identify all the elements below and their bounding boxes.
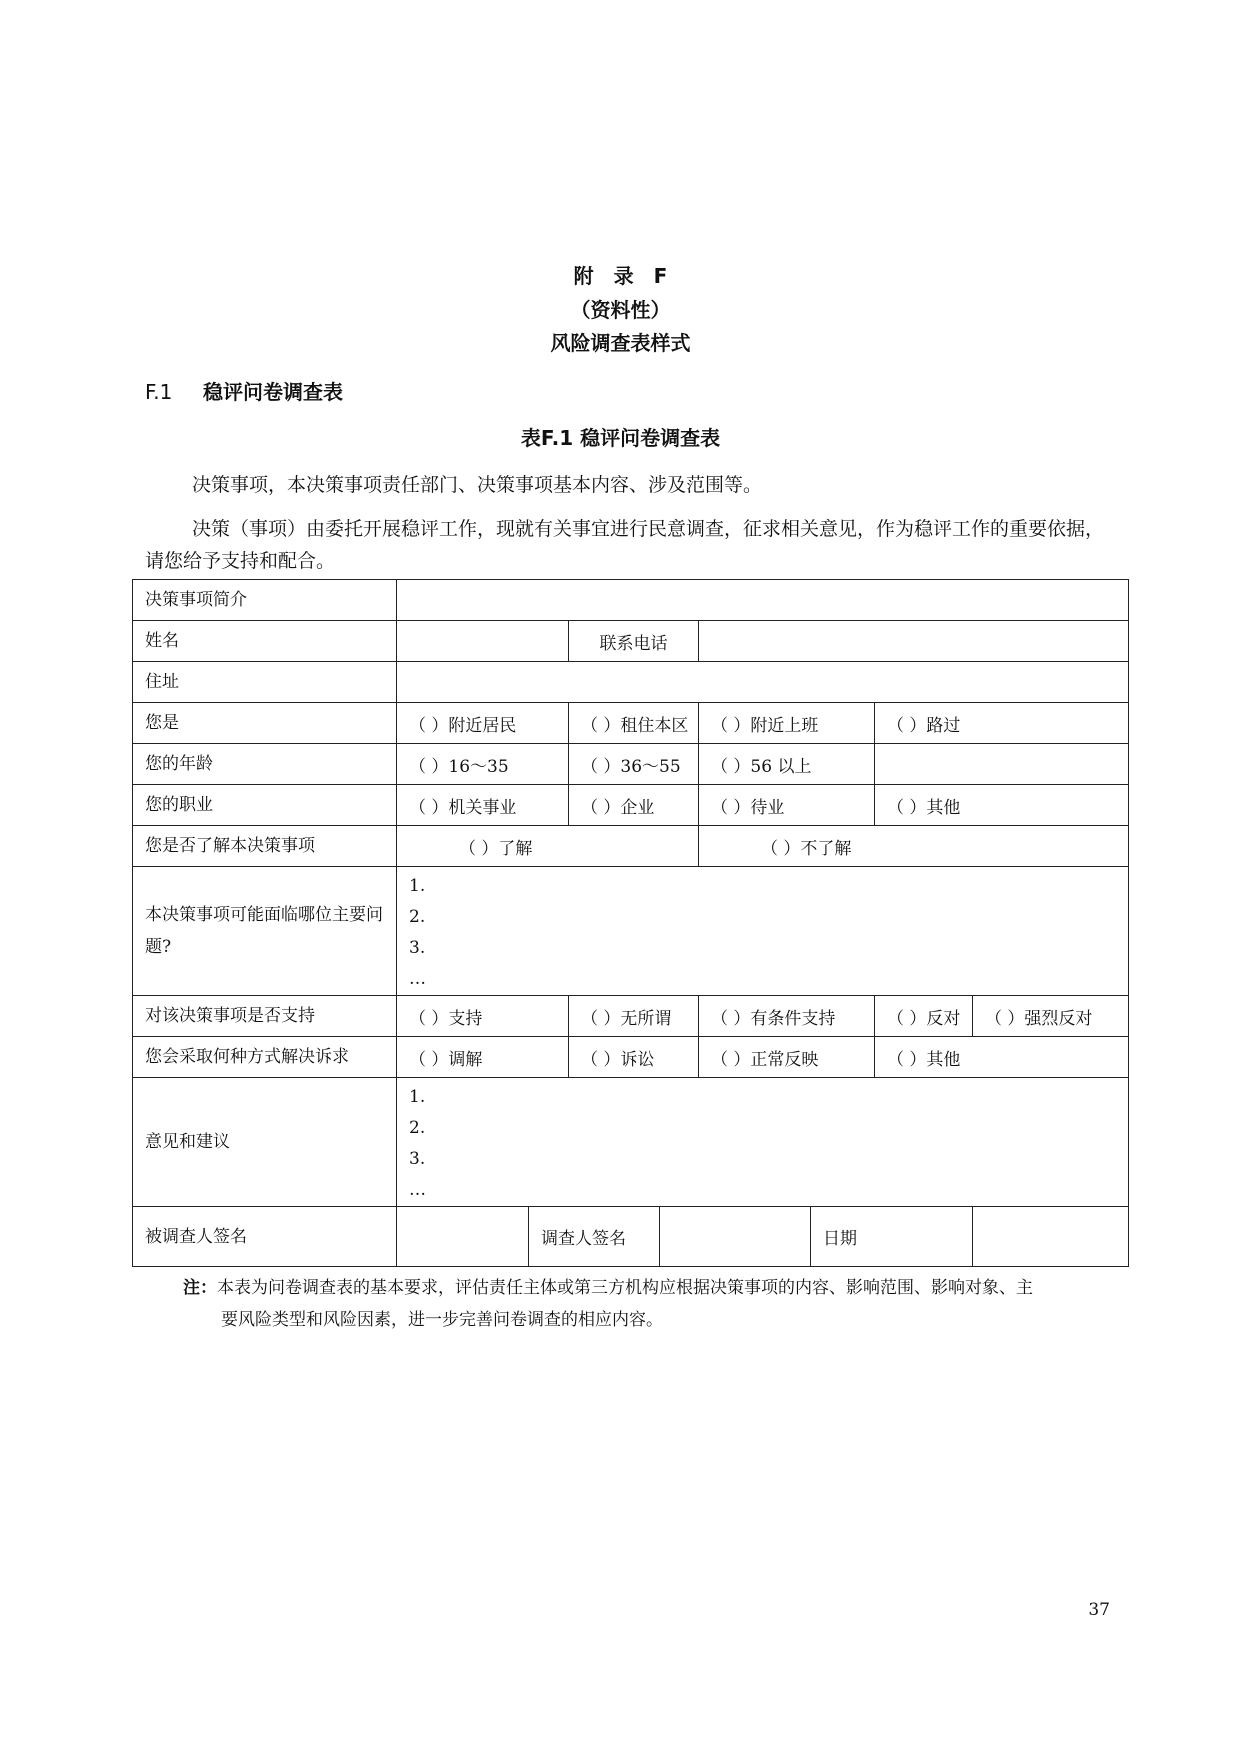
row-support <box>133 996 1129 1037</box>
job-option[interactable]: （ ）待业 <box>699 785 875 826</box>
know-option[interactable]: （ ）不了解 <box>699 826 1129 867</box>
row-age <box>133 744 1129 785</box>
investigator-sign-label: 调查人签名 <box>529 1207 660 1267</box>
resolve-label: 您会采取何种方式解决诉求 <box>133 1037 397 1078</box>
job-option[interactable]: （ ）机关事业 <box>397 785 569 826</box>
job-label: 您的职业 <box>133 785 397 826</box>
section-number: F.1 <box>145 380 173 404</box>
identity-option[interactable]: （ ）路过 <box>875 703 1129 744</box>
issues-label: 本决策事项可能面临哪位主要问题? <box>133 867 397 996</box>
list-item: 2. <box>409 1118 426 1138</box>
identity-option[interactable]: （ ）附近居民 <box>397 703 569 744</box>
age-option[interactable]: （ ）36～55 <box>569 744 699 785</box>
know-option[interactable]: （ ）了解 <box>397 826 699 867</box>
suggest-label: 意见和建议 <box>133 1078 397 1207</box>
note-lead: 注： <box>183 1278 217 1298</box>
respondent-sign-label: 被调查人签名 <box>133 1207 397 1267</box>
identity-label: 您是 <box>133 703 397 744</box>
support-option[interactable]: （ ）反对 <box>875 996 973 1037</box>
appendix-subtitle: 风险调查表样式 <box>550 331 691 355</box>
age-option[interactable]: （ ）16～35 <box>397 744 569 785</box>
row-address <box>133 662 1129 703</box>
table-title: 表F.1 稳评问卷调查表 <box>520 426 721 450</box>
respondent-sign-field[interactable] <box>397 1207 529 1267</box>
issues-list[interactable] <box>397 867 1129 996</box>
row-suggest <box>133 1078 1129 1207</box>
job-option[interactable]: （ ）企业 <box>569 785 699 826</box>
section-title: 稳评问卷调查表 <box>203 380 343 404</box>
job-option[interactable]: （ ）其他 <box>875 785 1129 826</box>
page-number: 37 <box>1088 1600 1110 1620</box>
date-label: 日期 <box>811 1207 973 1267</box>
intro-paragraph-1: 决策事项，本决策事项责任部门、决策事项基本内容、涉及范围等。 <box>192 474 763 496</box>
brief-value[interactable] <box>397 580 1129 621</box>
address-value[interactable] <box>397 662 1129 703</box>
support-option[interactable]: （ ）无所谓 <box>569 996 699 1037</box>
row-name <box>133 621 1129 662</box>
phone-value[interactable] <box>699 621 1129 662</box>
section-heading <box>145 379 343 405</box>
resolve-option[interactable]: （ ）正常反映 <box>699 1037 875 1078</box>
age-empty <box>875 744 1129 785</box>
list-item: 2. <box>409 907 426 927</box>
list-item: 1. <box>409 1087 426 1107</box>
identity-option[interactable]: （ ）租住本区 <box>569 703 699 744</box>
row-brief <box>133 580 1129 621</box>
resolve-option[interactable]: （ ）诉讼 <box>569 1037 699 1078</box>
list-item: 1. <box>409 876 426 896</box>
row-job <box>133 785 1129 826</box>
note-text-line-1: 本表为问卷调查表的基本要求，评估责任主体或第三方机构应根据决策事项的内容、影响范围、影响对象、主 <box>217 1278 1033 1298</box>
appendix-nature: （资料性） <box>570 298 671 322</box>
survey-table <box>132 579 1129 1267</box>
list-item: 3. <box>409 1149 426 1169</box>
know-label: 您是否了解本决策事项 <box>133 826 397 867</box>
identity-option[interactable]: （ ）附近上班 <box>699 703 875 744</box>
row-issues <box>133 867 1129 996</box>
phone-label: 联系电话 <box>569 621 699 662</box>
row-resolve <box>133 1037 1129 1078</box>
intro-paragraph-2: 决策（事项）由委托开展稳评工作，现就有关事宜进行民意调查，征求相关意见，作为稳评工作的重要依据，请您给予支持和配合。 <box>145 518 1105 572</box>
suggest-list[interactable] <box>397 1078 1129 1207</box>
name-value[interactable] <box>397 621 569 662</box>
row-identity <box>133 703 1129 744</box>
brief-label: 决策事项简介 <box>133 580 397 621</box>
resolve-option[interactable]: （ ）其他 <box>875 1037 1129 1078</box>
list-item: … <box>409 969 426 989</box>
list-item: 3. <box>409 938 426 958</box>
age-label: 您的年龄 <box>133 744 397 785</box>
support-option[interactable]: （ ）强烈反对 <box>973 996 1129 1037</box>
name-label: 姓名 <box>133 621 397 662</box>
age-option[interactable]: （ ）56 以上 <box>699 744 875 785</box>
support-option[interactable]: （ ）支持 <box>397 996 569 1037</box>
resolve-option[interactable]: （ ）调解 <box>397 1037 569 1078</box>
support-label: 对该决策事项是否支持 <box>133 996 397 1037</box>
investigator-sign-field[interactable] <box>660 1207 811 1267</box>
row-know <box>133 826 1129 867</box>
table-note <box>183 1272 1123 1336</box>
list-item: … <box>409 1180 426 1200</box>
date-field[interactable] <box>973 1207 1129 1267</box>
row-sign <box>133 1207 1129 1267</box>
support-option[interactable]: （ ）有条件支持 <box>699 996 875 1037</box>
appendix-title: 附 录 F <box>573 264 668 288</box>
note-text-line-2: 要风险类型和风险因素，进一步完善问卷调查的相应内容。 <box>221 1310 663 1330</box>
address-label: 住址 <box>133 662 397 703</box>
